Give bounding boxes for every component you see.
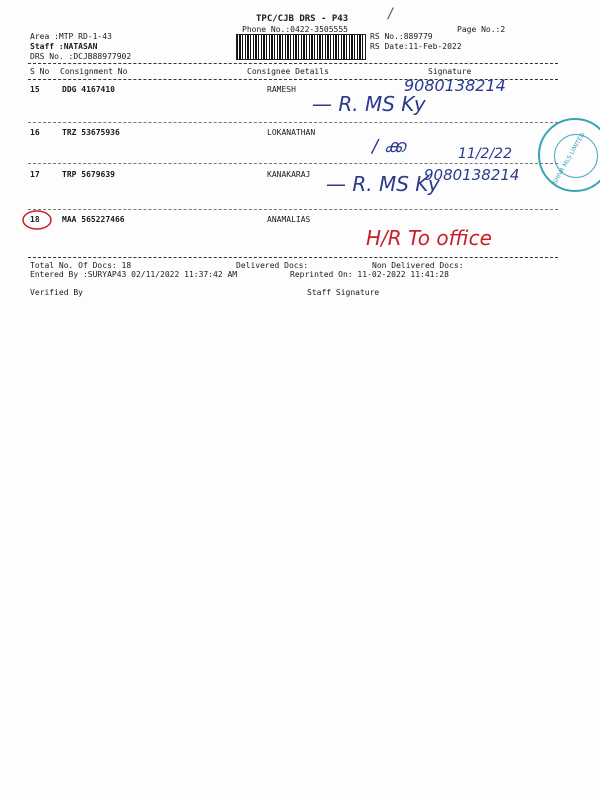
row-consignment: TRZ 53675936 [62,128,120,137]
handwritten-signature: — R. MS Ky [326,172,440,196]
document-title: TPC/CJB DRS - P43 [256,14,349,24]
row-consignee: RAMESH [267,85,296,94]
handwritten-signature: / ക്ക [372,136,406,157]
handwritten-date: 11/2/22 [458,146,512,162]
staff-field: Staff :NATASAN [30,42,98,51]
divider [28,209,558,210]
divider [28,163,558,164]
phone-number: Phone No.:0422-3505555 [242,25,348,34]
handwritten-phone: 9080138214 [404,76,506,95]
barcode [236,34,366,60]
rs-number: RS No.:889779 [370,32,433,41]
delivered-docs: Delivered Docs: [236,261,309,270]
handwritten-signature: — R. MS Ky [312,92,426,116]
stamp-text: SHIVA MLS LIMITED [551,131,587,186]
total-docs: Total No. Of Docs: 18 [30,261,132,270]
row-consignment: DDG 4167410 [62,85,115,94]
row-sno: 16 [30,128,40,137]
row-consignee: ANAMALIAS [267,215,311,224]
row-consignment: MAA 565227466 [62,215,125,224]
verified-by: Verified By [30,288,83,297]
divider [28,63,558,64]
page-number: Page No.:2 [457,25,506,34]
row-consignee: KANAKARAJ [267,170,311,179]
rs-date: RS Date:11-Feb-2022 [370,42,462,51]
area-field: Area :MTP RD-1-43 [30,32,112,41]
non-delivered-docs: Non Delivered Docs: [372,261,464,270]
col-consignment: Consignment No [60,67,128,76]
drs-number: DRS No. :DCJB88977902 [30,52,132,61]
handwritten-note: H/R To office [366,226,492,250]
row-consignment: TRP 5679639 [62,170,115,179]
col-signature: Signature [428,67,472,76]
reprinted-on: Reprinted On: 11-02-2022 11:41:28 [290,270,449,279]
staff-signature: Staff Signature [307,288,380,297]
row-sno: 15 [30,85,40,94]
entered-by: Entered By :SURYAP43 02/11/2022 11:37:42 AM [30,270,238,279]
handwritten-phone: 9080138214 [424,166,520,184]
col-sno: S No [30,67,50,76]
row-consignee: LOKANATHAN [267,128,316,137]
col-consignee: Consignee Details [247,67,329,76]
row-sno: 18 [30,215,40,224]
row-sno: 17 [30,170,40,179]
divider [28,122,558,123]
tick-mark: / [388,6,393,22]
divider [28,257,558,258]
